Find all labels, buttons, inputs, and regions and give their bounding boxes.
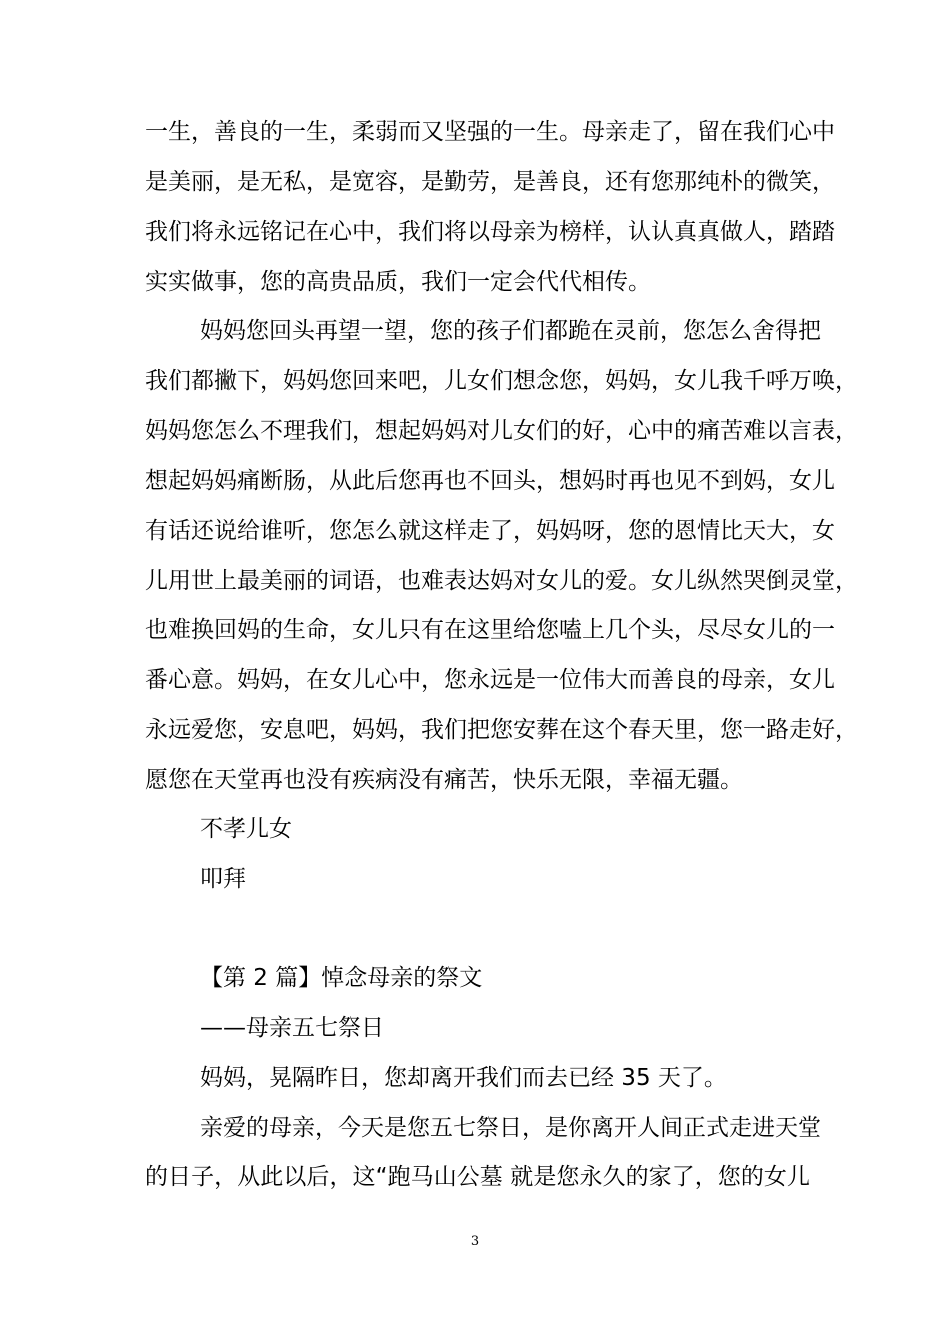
body-line-13: 永远爱您，安息吧，妈妈，我们把您安葬在这个春天里，您一路走好， [145,717,858,743]
page-number: 3 [470,1234,480,1249]
body-line-17: 的日子，从此以后，这“跑马山公墓 就是您永久的家了，您的女儿 [145,1164,810,1190]
signature-line-1: 不孝儿女 [200,816,292,842]
signature-line-2: 叩拜 [200,866,246,892]
body-line-3: 我们将永远铭记在心中，我们将以母亲为榜样，认认真真做人，踏踏 [145,219,835,245]
body-line-7: 妈妈您怎么不理我们，想起妈妈对儿女们的好，心中的痛苦难以言表， [145,418,858,444]
body-line-15: 妈妈，晃隔昨日，您却离开我们而去已经 35 天了。 [200,1065,727,1091]
body-line-12: 番心意。妈妈，在女儿心中，您永远是一位伟大而善良的母亲，女儿 [145,667,835,693]
body-line-11: 也难换回妈的生命，女儿只有在这里给您嗑上几个头，尽尽女儿的一 [145,617,835,643]
body-line-8: 想起妈妈痛断肠，从此后您再也不回头，想妈时再也见不到妈，女儿 [145,468,835,494]
section-subheading: ——母亲五七祭日 [200,1015,384,1041]
body-line-5: 妈妈您回头再望一望，您的孩子们都跪在灵前，您怎么舍得把 [200,318,821,344]
body-line-2: 是美丽，是无私，是宽容，是勤劳，是善良，还有您那纯朴的微笑， [145,169,835,195]
section-heading: 【第 2 篇】悼念母亲的祭文 [200,965,483,991]
body-line-10: 儿用世上最美丽的词语，也难表达妈对女儿的爱。女儿纵然哭倒灵堂， [145,568,858,594]
body-line-4: 实实做事，您的高贵品质，我们一定会代代相传。 [145,269,651,295]
body-line-16: 亲爱的母亲，今天是您五七祭日，是你离开人间正式走进天堂 [200,1115,821,1141]
body-line-6: 我们都撇下，妈妈您回来吧，儿女们想念您，妈妈，女儿我千呼万唤， [145,368,858,394]
body-line-1: 一生，善良的一生，柔弱而又坚强的一生。母亲走了，留在我们心中 [145,119,835,145]
body-line-14: 愿您在天堂再也没有疾病没有痛苦，快乐无限，幸福无疆。 [145,767,743,793]
body-line-9: 有话还说给谁听，您怎么就这样走了，妈妈呀，您的恩情比天大，女 [145,518,835,544]
